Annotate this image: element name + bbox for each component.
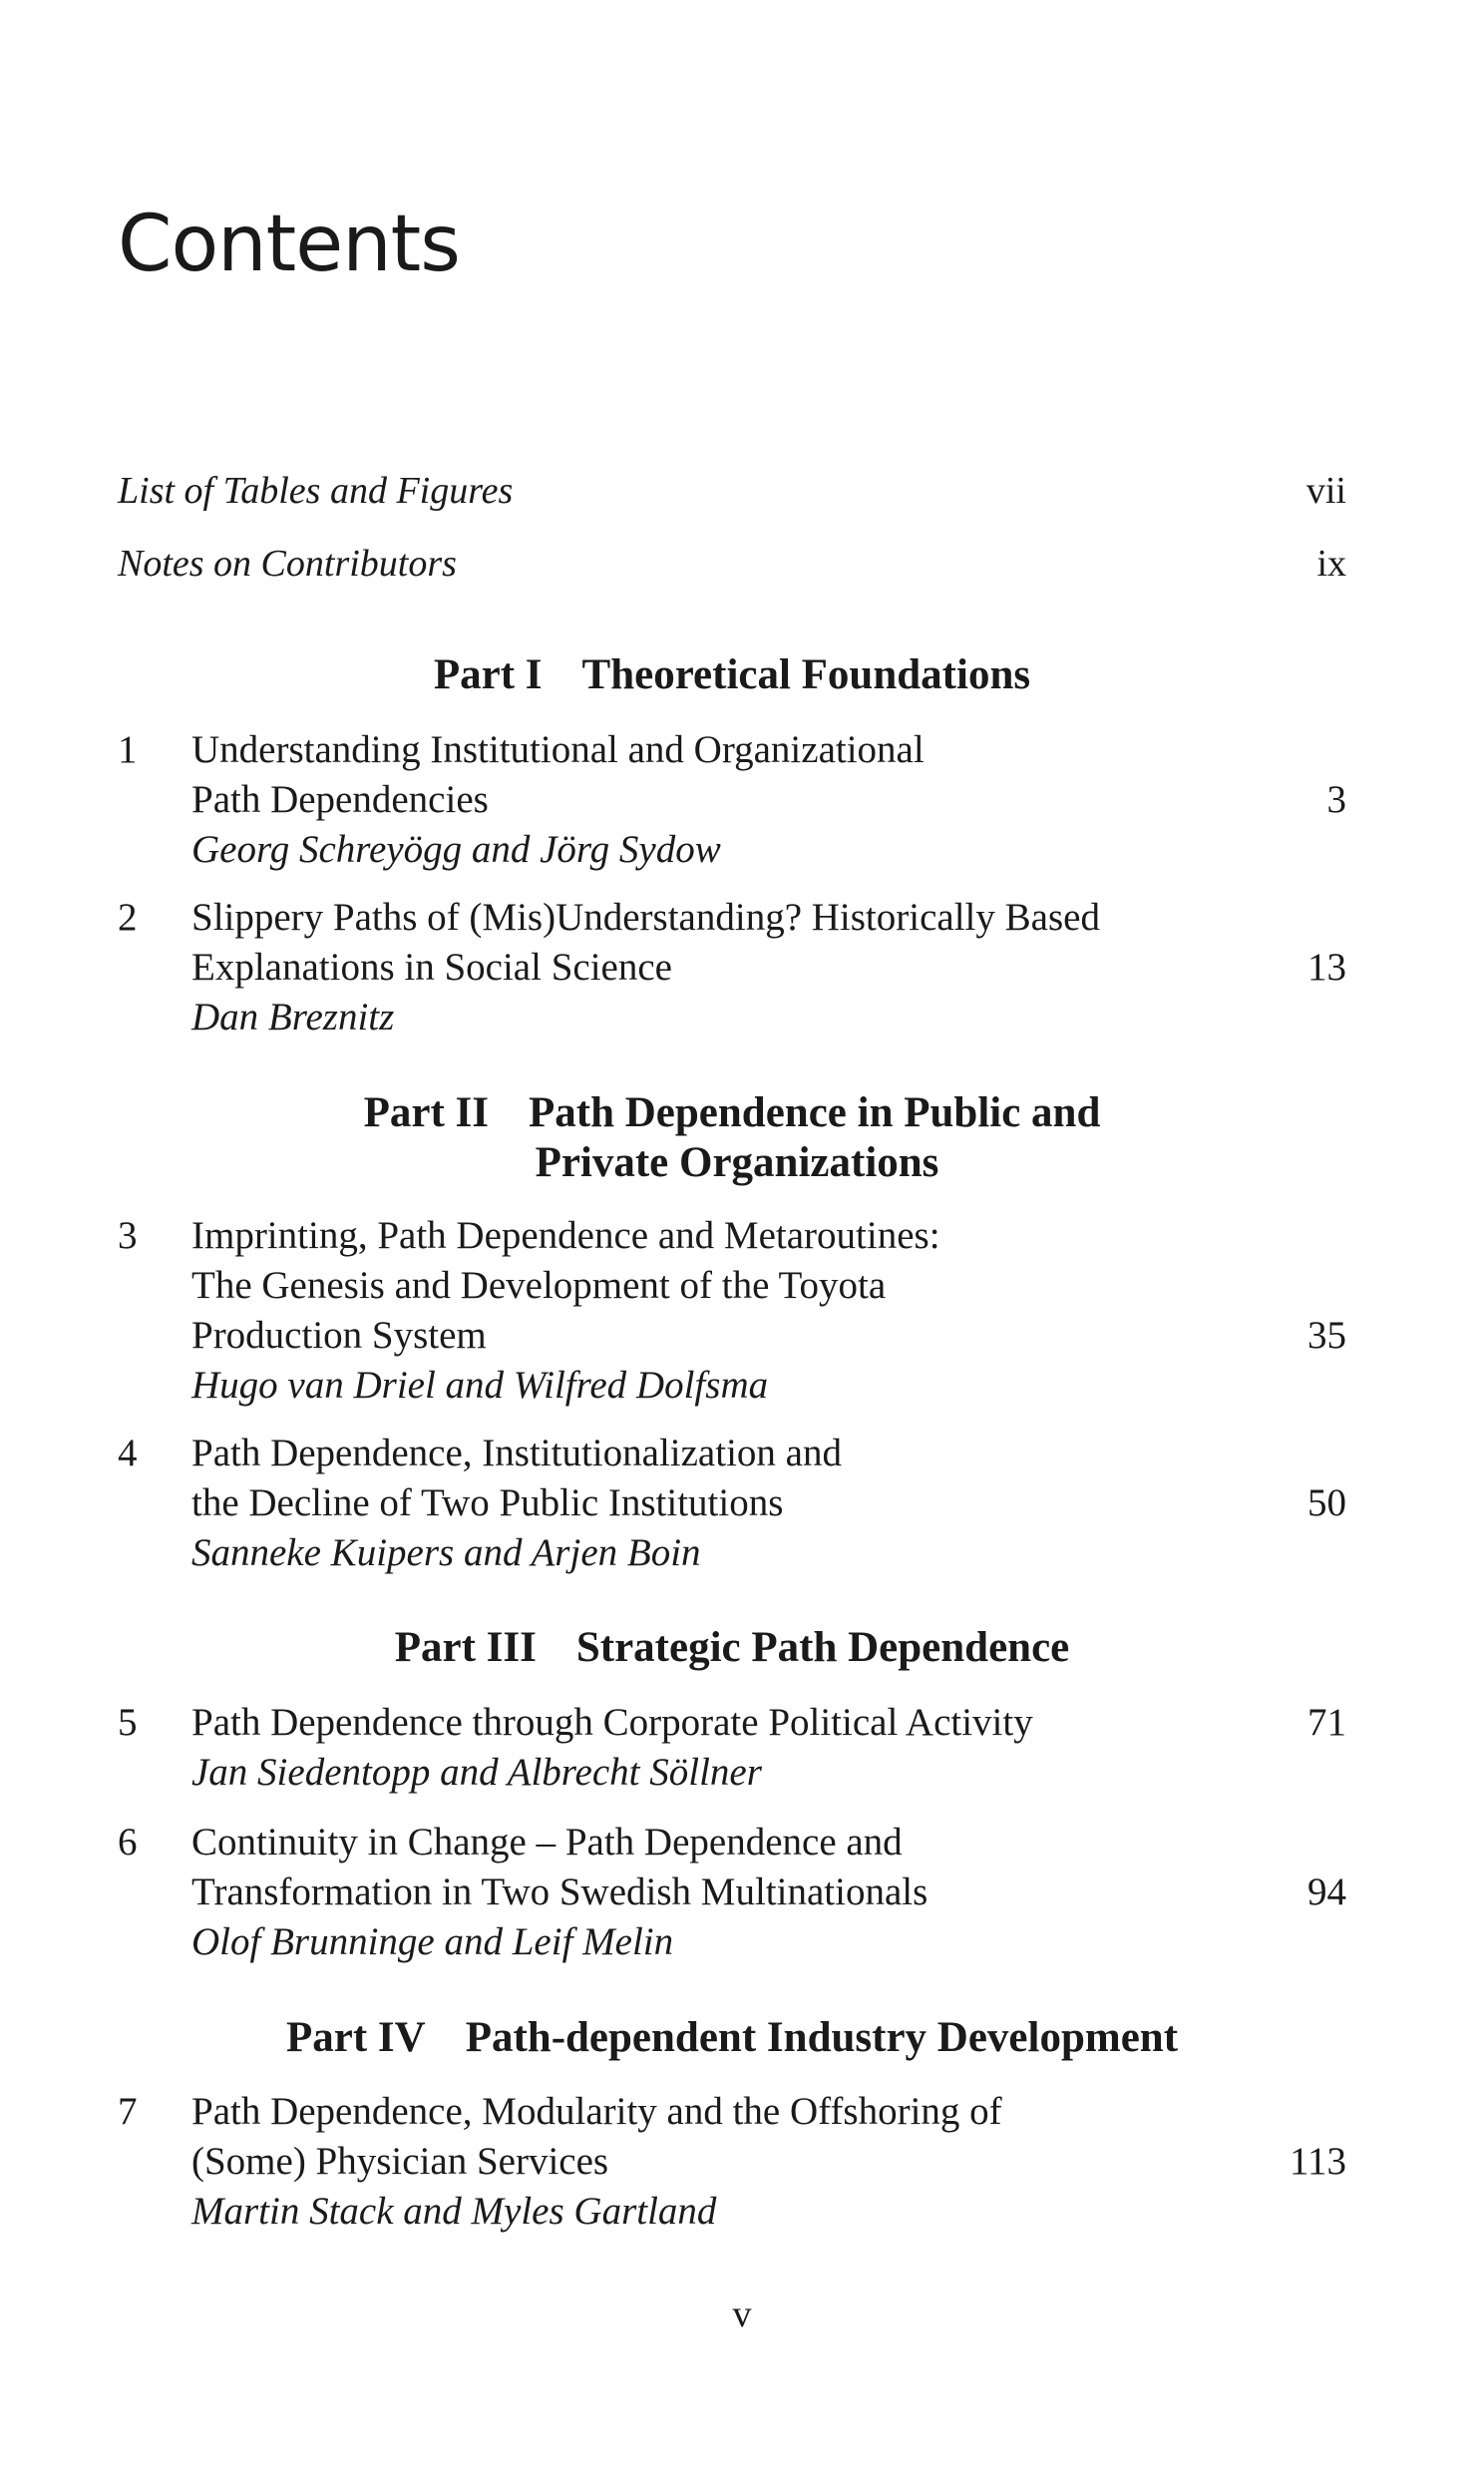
- chapter-title-line: Imprinting, Path Dependence and Metaroutines:: [191, 1214, 940, 1257]
- chapter-number: 3: [118, 1214, 138, 1257]
- chapter-authors: Martin Stack and Myles Gartland: [191, 2190, 717, 2233]
- front-matter-item[interactable]: [118, 539, 1346, 589]
- page-title: Contents: [118, 200, 460, 289]
- chapter-authors: Jan Siedentopp and Albrecht Söllner: [191, 1751, 762, 1794]
- toc-entry[interactable]: [118, 725, 1346, 875]
- part-number: Part II: [363, 1089, 489, 1136]
- part-number: Part IV: [285, 2014, 426, 2061]
- page-number: 113: [1289, 2140, 1346, 2183]
- toc-entry[interactable]: [118, 1818, 1346, 1967]
- chapter-title-line: Slippery Paths of (Mis)Understanding? Historically Based: [191, 896, 1100, 939]
- part-title: Strategic Path Dependence: [575, 1624, 1070, 1671]
- part-title: Path Dependence in Public and: [528, 1089, 1101, 1136]
- chapter-number: 2: [118, 896, 138, 939]
- chapter-authors: Sanneke Kuipers and Arjen Boin: [191, 1531, 701, 1574]
- chapter-title-line: Explanations in Social Science: [191, 946, 672, 989]
- front-matter-label: Notes on Contributors: [118, 543, 457, 585]
- part-heading: [118, 1623, 1346, 1673]
- chapter-title-line: Path Dependence, Institutionalization and: [191, 1432, 842, 1474]
- page-number: ix: [1316, 543, 1346, 585]
- chapter-number: 5: [118, 1701, 138, 1744]
- front-matter-item[interactable]: [118, 466, 1346, 516]
- chapter-title-line: the Decline of Two Public Institutions: [191, 1481, 784, 1524]
- chapter-title-line: Transformation in Two Swedish Multinationals: [191, 1870, 928, 1913]
- folio-page-number: v: [732, 2293, 752, 2335]
- page-number: 13: [1307, 946, 1346, 989]
- chapter-title-line: Understanding Institutional and Organizational: [191, 728, 925, 771]
- chapter-title-line: Continuity in Change – Path Dependence and: [191, 1821, 903, 1864]
- chapter-title-line: Path Dependence, Modularity and the Offshoring of: [191, 2090, 1002, 2133]
- part-title: Path-dependent Industry Development: [465, 2014, 1179, 2061]
- page-number: 50: [1307, 1481, 1346, 1524]
- part-title: Private Organizations: [535, 1139, 939, 1186]
- toc-entry[interactable]: [118, 1429, 1346, 1578]
- toc-entry[interactable]: [118, 893, 1346, 1042]
- part-heading: [118, 2013, 1346, 2063]
- toc-entry[interactable]: [118, 1211, 1346, 1411]
- chapter-title-line: The Genesis and Development of the Toyota: [191, 1264, 887, 1307]
- page-number: 94: [1307, 1870, 1346, 1913]
- page-number: vii: [1305, 470, 1346, 512]
- chapter-authors: Hugo van Driel and Wilfred Dolfsma: [191, 1364, 769, 1407]
- chapter-title-line: Production System: [191, 1314, 487, 1357]
- part-heading: [118, 650, 1346, 700]
- chapter-number: 1: [118, 728, 138, 771]
- chapter-number: 7: [118, 2090, 138, 2133]
- chapter-authors: Georg Schreyögg and Jörg Sydow: [191, 828, 721, 871]
- part-number: Part I: [433, 651, 543, 698]
- page-number: 3: [1326, 778, 1346, 821]
- chapter-number: 6: [118, 1821, 138, 1864]
- toc-entry[interactable]: [118, 2087, 1346, 2237]
- chapter-number: 4: [118, 1432, 138, 1474]
- chapter-title-line: Path Dependence through Corporate Political Activity: [191, 1701, 1033, 1744]
- chapter-title-line: (Some) Physician Services: [191, 2140, 609, 2183]
- chapter-title-line: Path Dependencies: [191, 778, 489, 821]
- page-number: 71: [1307, 1701, 1346, 1744]
- toc-entry[interactable]: [118, 1698, 1346, 1798]
- chapter-authors: Dan Breznitz: [191, 996, 395, 1038]
- part-number: Part III: [394, 1624, 537, 1671]
- chapter-authors: Olof Brunninge and Leif Melin: [191, 1920, 674, 1963]
- page-number: 35: [1307, 1314, 1346, 1357]
- front-matter-label: List of Tables and Figures: [118, 470, 514, 512]
- part-heading: [118, 1088, 1346, 1188]
- part-title: Theoretical Foundations: [581, 651, 1031, 698]
